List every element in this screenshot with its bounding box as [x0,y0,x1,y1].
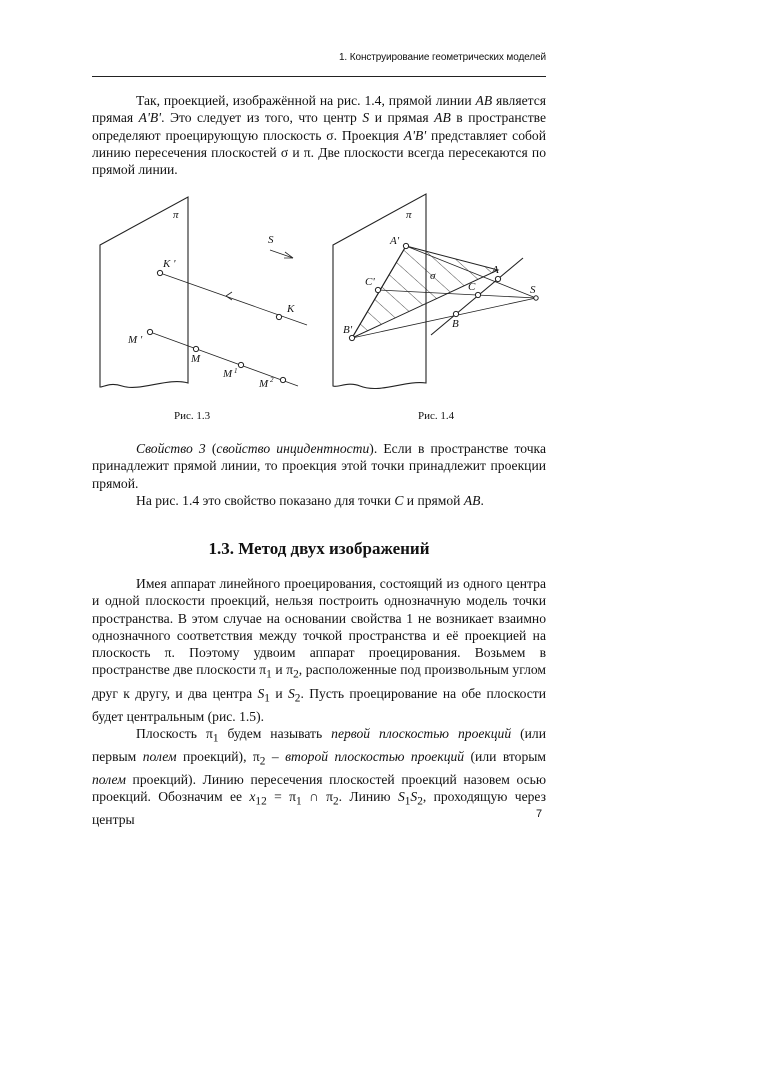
page-number: 7 [536,808,543,820]
plane-pi-1-3 [100,197,188,387]
point-k [276,314,281,319]
label-a-prime: A' [390,235,400,247]
label-m2: M [259,378,269,390]
point-m1 [238,362,243,367]
label-pi-1-4: π [406,209,412,221]
label-pi-1-3: π [173,209,179,221]
property-3-name: Свойство 3 [136,441,206,456]
label-m1: M [223,368,233,380]
label-sigma: σ [430,270,436,282]
label-s-1-4: S [530,284,536,296]
point-m2 [280,377,285,382]
label-s-1-3: S [268,234,274,246]
section-paragraph-2: Плоскость $\pi_1$ будем называть первой плоскостью проекций (или первым полем проекций), $\pi_2$ – второй плоскостью проекций (или вторым полем проекций). Линию пересечения плоскостей проекций назовем осью проекций. Обозначим ее $x_{12} = \pi_1$ ∩ $\pi_2$. Линию $S_1S_2$, проходящую через центры [92,725,547,828]
point-m-prime [147,329,152,334]
section-title: 1.3. Метод двух изображений [208,539,430,558]
label-k-prime: K ' [163,258,176,270]
point-b [453,311,458,316]
section-body [92,575,546,828]
label-b-prime: B' [343,324,353,336]
property-3-block: Свойство 3 (свойство инцидентности). Если в пространстве точка принадлежит прямой линии, то проекция этой точки принадлежит проекции прямой. На рис. 1.4 это свойство показано для точки C и прямой AB. [92,441,546,508]
label-m2-sup: 2 [270,376,274,384]
point-a [495,276,500,281]
label-k: K [287,303,295,315]
label-c: C [468,281,476,293]
label-a: A [492,264,499,276]
label-m1-sup: 1 [234,367,238,375]
point-c-prime [375,287,380,292]
line-k [160,273,307,325]
label-b: B [452,318,459,330]
point-s-1-4 [534,296,538,300]
point-c [475,292,480,297]
caption-fig-1-4: Рис. 1.4 [418,410,455,422]
point-b-prime [349,335,354,340]
section-paragraph-1: Имея аппарат линейного проецирования, состоящий из одного центра и одной плоскости проекций, нельзя построить однозначную модель точки пространства. В этом случае на основании свойства 1 не возникает взаимно однозначного соответствия между точкой пространства и её проекцией на плоскость π. Поэтому удвоим аппарат проецирования. Возьмем в пространстве две плоскости $\pi_1$ и $\pi_2$, расположенные под произвольным углом друг к другу, и два центра $S_1$ и $S_2$. Пусть проецирование на обе плоскости будет центральным (рис. 1.5). [92,576,547,724]
caption-fig-1-3: Рис. 1.3 [174,410,211,422]
label-m: M [191,353,201,365]
point-k-prime [157,270,162,275]
label-m-prime: M ' [128,334,143,346]
direction-s-arrow [270,250,293,258]
point-a-prime [403,243,408,248]
figure-1-4 [333,194,538,389]
figure-1-3 [100,197,307,390]
point-m [193,346,198,351]
label-c-prime: C' [365,276,375,288]
property-3-subtitle: свойство инцидентности [216,441,370,456]
intro-paragraph: Так, проекцией, изображённой на рис. 1.4, прямой линии AB является прямая A'B'. Это следует из того, что центр S и прямая AB в пространстве определяют проецирующую плоскость σ. Проекция A'B' представляет собой линию пересечения плоскостей σ и π. Две плоскости всегда пересекаются по прямой линии. [92,93,547,178]
running-header: 1. Конструирование геометрических моделей [338,52,546,63]
